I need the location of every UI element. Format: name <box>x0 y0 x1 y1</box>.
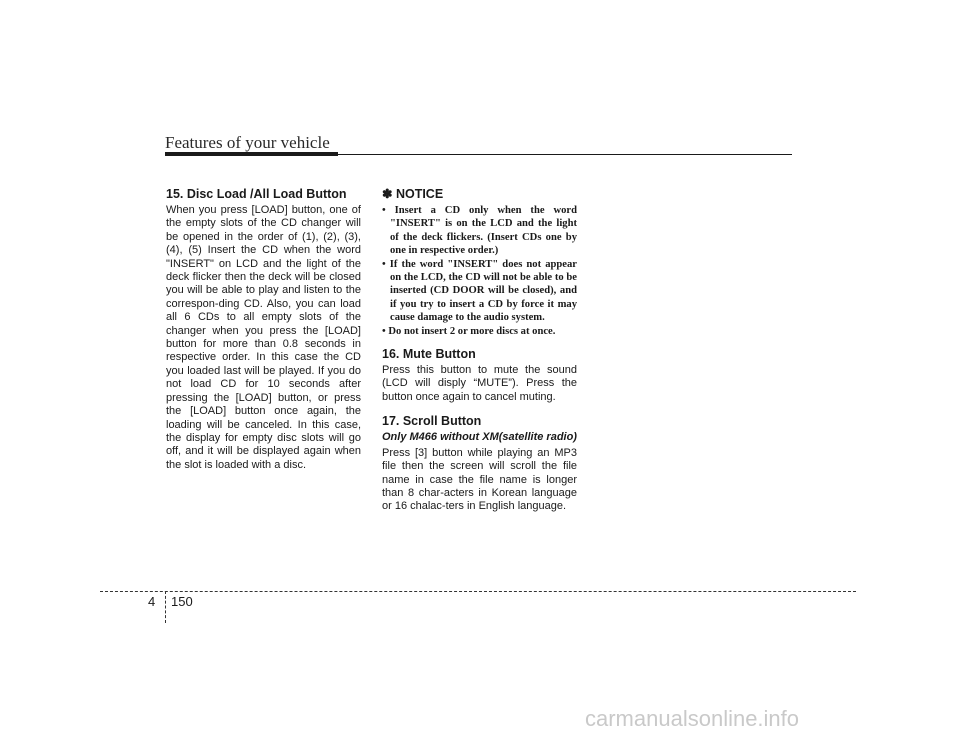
disc-load-heading: 15. Disc Load /All Load Button <box>166 187 347 201</box>
notice-heading: ✽ NOTICE <box>382 187 444 201</box>
mute-body: Press this button to mute the sound (LCD will disply “MUTE”). Press the button once again to cancel muting. <box>382 364 577 403</box>
header-rule-thick <box>165 152 338 156</box>
scroll-heading: 17. Scroll Button <box>382 414 482 429</box>
disc-load-body: When you press [LOAD] button, one of the empty slots of the CD changer will be opened in the order of (1), (2), (3), (4), (5) Insert the CD when the word "INSERT" on LCD and the light of the deck flicker then the deck will be closed you will be able to play and listen to the correspon-ding CD. Also, you can load all 6 CDs to all empty slots of the changer when you press the [LOAD] button for more than 0.8 seconds in respective order. In this case the CD you loaded last will be played. If you do not load CD for 10 seconds after pressing the [LOAD] button, or press the [LOAD] button once again, the loading will be canceled. In this case, the display for empty disc slots will go off, and it will be displayed again when the slot is loaded with a disc. <box>166 204 361 471</box>
notice-item: • If the word "INSERT" does not appear on the LCD, the CD will not be able to be inserted (CD DOOR will be closed), and if you try to insert a CD by force it may cause damage to the audio system. <box>382 258 577 324</box>
page-number: 150 <box>171 594 193 609</box>
notice-item: • Insert a CD only when the word "INSERT" is on the LCD and the light of the deck flickers. (Insert CDs one by one in respective order.) <box>382 205 577 257</box>
notice-list <box>382 204 577 338</box>
middle-column <box>382 186 577 514</box>
header-rule-thin <box>338 154 792 155</box>
footer-vertical-rule <box>165 591 166 623</box>
page-header-title: Features of your vehicle <box>165 133 330 152</box>
mute-heading: 16. Mute Button <box>382 347 476 362</box>
footer-dashed-rule <box>100 591 856 592</box>
section-spacer <box>382 404 577 413</box>
notice-item: • Do not insert 2 or more discs at once. <box>382 325 556 337</box>
watermark: carmanualsonline.info <box>585 706 800 731</box>
chapter-number: 4 <box>148 594 156 609</box>
scroll-subtitle: Only M466 without XM(satellite radio) <box>382 431 577 444</box>
scroll-body: Press [3] button while playing an MP3 file then the screen will scroll the file name in case the file name is longer than 8 char-acters in Korean language or 16 chalac-ters in English language. <box>382 446 577 513</box>
left-column <box>166 186 361 472</box>
